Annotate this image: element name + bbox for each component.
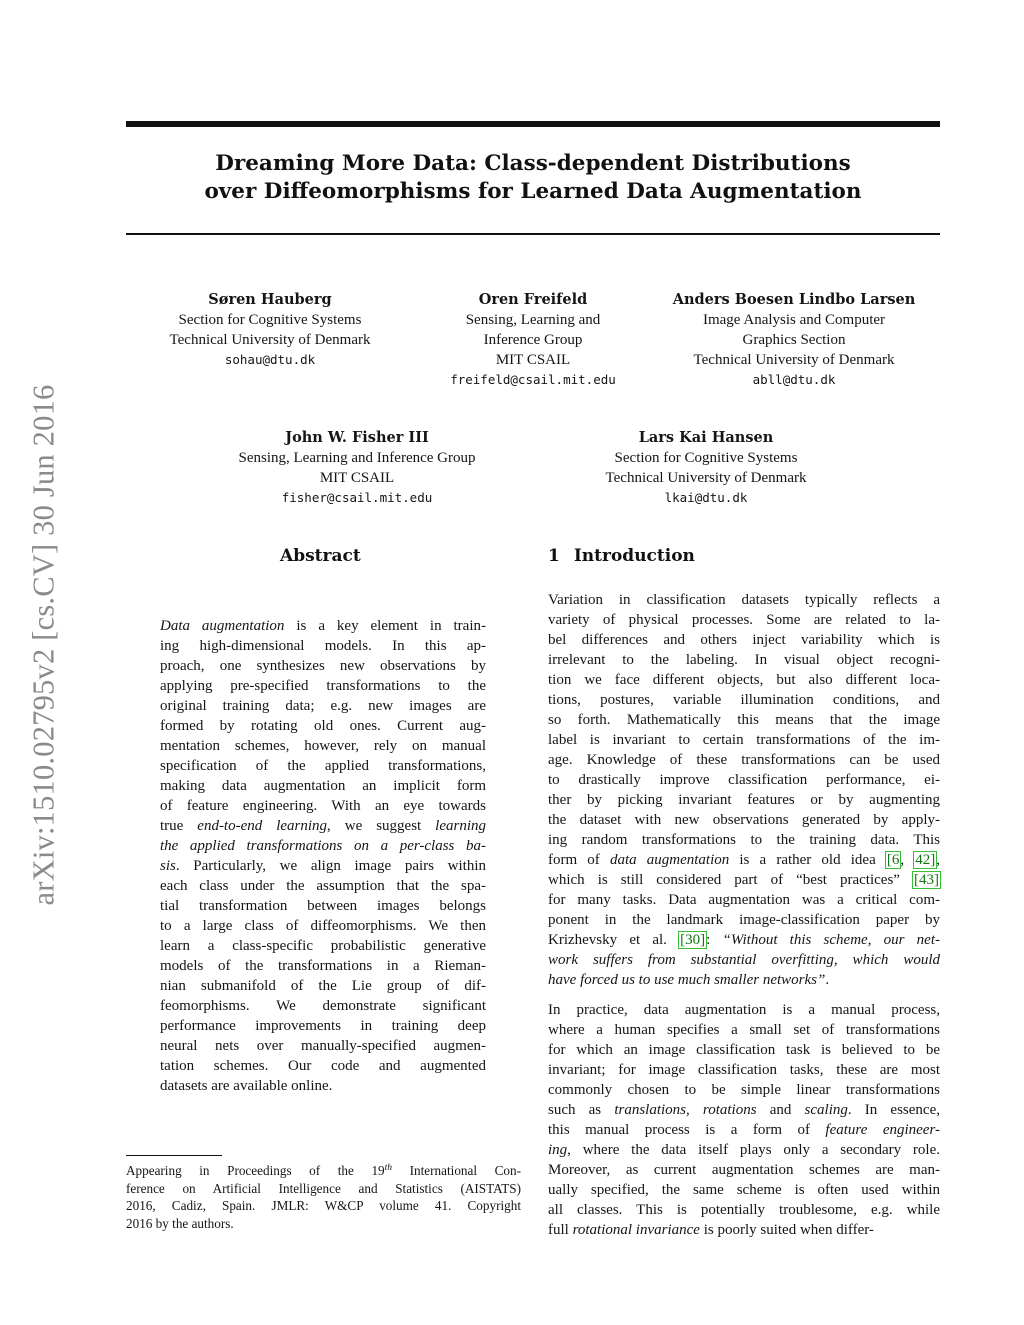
text-run: age. Knowledge of these transformations can be used: [548, 752, 940, 768]
author-affiliation: MIT CSAIL: [319, 470, 395, 486]
text-line: [126, 1197, 521, 1215]
text-run: tation schemes. Our code and augmented: [160, 1058, 486, 1074]
text-run: where a human specifies a small set of transformations: [548, 1022, 940, 1038]
text-line: [548, 830, 940, 850]
emphasis-text: have forced us to use much smaller networks”: [548, 972, 826, 988]
author-affiliation: Section for Cognitive Systems: [178, 312, 362, 328]
text-line: [160, 736, 486, 756]
text-line: [548, 950, 940, 970]
text-run: ference on Artificial Intelligence and Statistics (AISTATS): [126, 1180, 521, 1196]
text-run: each class under the assumption that the spa-: [160, 878, 486, 894]
text-line: [160, 696, 486, 716]
text-run: . Particularly, we align image pairs within: [175, 858, 486, 874]
text-run: 2016, Cadiz, Spain. JMLR: W&CP volume 41. Copyright: [126, 1198, 521, 1213]
emphasis-text: work suffers from substantial overfitting, which would: [548, 952, 940, 968]
abstract-text: [160, 616, 486, 1096]
text-line: [160, 1056, 486, 1076]
text-line: [160, 996, 486, 1016]
text-run: models of the transformations in a Rieman-: [160, 958, 486, 974]
emphasis-text: the applied transformations on a per-class ba-: [160, 838, 486, 854]
text-run: all classes. This is potentially troublesome, e.g. while: [548, 1202, 940, 1218]
text-run: Krizhevsky et al.: [548, 932, 680, 948]
text-line: [548, 1100, 940, 1120]
introduction-paragraph-1: [548, 590, 940, 990]
text-line: [160, 756, 486, 776]
text-line: [160, 876, 486, 896]
text-line: [160, 916, 486, 936]
text-line: [548, 590, 940, 610]
author-affiliation: Technical University of Denmark: [169, 332, 371, 348]
text-run: ing high-dimensional models. In this ap-: [160, 638, 486, 654]
text-run: ,: [686, 1102, 703, 1118]
text-line: [548, 1160, 940, 1180]
text-run: to a large class of diffeomorphisms. We then: [160, 918, 486, 934]
text-run: Appearing in Proceedings of the 19: [126, 1163, 385, 1178]
text-line: [548, 790, 940, 810]
author-affiliation: Graphics Section: [742, 332, 846, 348]
emphasis-text: translations: [614, 1102, 686, 1118]
text-run: label is invariant to certain transformations of the im-: [548, 732, 940, 748]
text-run: and: [756, 1102, 805, 1118]
citation-link[interactable]: 42]: [915, 852, 936, 868]
text-line: [160, 976, 486, 996]
text-line: [548, 1020, 940, 1040]
author-affiliation: MIT CSAIL: [495, 352, 571, 368]
text-line: [548, 650, 940, 670]
author-email[interactable]: sohau@dtu.dk: [224, 352, 316, 367]
text-line: [160, 796, 486, 816]
emphasis-text: sis: [160, 858, 176, 874]
paper-title: [126, 150, 940, 206]
text-run: bel differences and others inject variability which is: [548, 632, 940, 648]
section-title: Introduction: [573, 546, 695, 566]
emphasis-text: Data augmentation: [160, 618, 285, 634]
text-run: for which an image classification task is believed to be: [548, 1042, 940, 1058]
text-run: commonly chosen to be simple linear transformations: [548, 1082, 940, 1098]
text-run: , where the data itself plays only a secondary role.: [567, 1142, 940, 1158]
text-line: [548, 750, 940, 770]
author-email[interactable]: fisher@csail.mit.edu: [281, 490, 433, 505]
text-line: [548, 770, 940, 790]
text-run: :: [706, 932, 723, 948]
text-line: [548, 1080, 940, 1100]
text-line: [548, 1220, 940, 1240]
text-run: datasets are available online.: [160, 1078, 333, 1094]
author-affiliation: Section for Cognitive Systems: [614, 450, 798, 466]
introduction-paragraph-2: [548, 1000, 940, 1240]
author-affiliation: Technical University of Denmark: [693, 352, 895, 368]
text-line: [160, 1036, 486, 1056]
text-line: [548, 1200, 940, 1220]
text-line: [548, 730, 940, 750]
text-run: Moreover, as current augmentation schemes are man-: [548, 1162, 940, 1178]
text-run: irrelevant to the labeling. In visual object recogni-: [548, 652, 940, 668]
text-line: [160, 716, 486, 736]
text-line: [160, 856, 486, 876]
introduction-heading: [548, 545, 695, 567]
text-run: feomorphisms. We demonstrate significant: [160, 998, 486, 1014]
text-line: [126, 1215, 521, 1233]
author-block: [664, 290, 924, 390]
author-email[interactable]: abll@dtu.dk: [752, 372, 836, 387]
emphasis-text: feature engineer-: [825, 1122, 940, 1138]
text-line: [548, 690, 940, 710]
citation-link[interactable]: [6: [886, 852, 900, 868]
author-affiliation: Inference Group: [483, 332, 583, 348]
arxiv-stamp: arXiv:1510.02795v2 [cs.CV] 30 Jun 2016: [26, 384, 61, 906]
text-line: [160, 616, 486, 636]
text-line: [548, 1140, 940, 1160]
text-line: [160, 816, 486, 836]
text-line: [160, 936, 486, 956]
text-run: this manual process is a form of: [548, 1122, 826, 1138]
author-affiliation: Image Analysis and Computer: [702, 312, 886, 328]
text-run: applying pre-specified transformations to the: [160, 678, 486, 694]
text-run: for many tasks. Data augmentation was a critical com-: [548, 892, 940, 908]
text-line: [548, 850, 940, 870]
text-run: , we suggest: [327, 818, 436, 834]
citation-link[interactable]: [43]: [914, 872, 939, 888]
author-block: [570, 428, 842, 508]
text-run: is poorly suited when differ-: [699, 1222, 874, 1238]
text-run: proach, one synthesizes new observations by: [160, 658, 486, 674]
text-run: variety of physical processes. Some are related to la-: [548, 612, 940, 628]
superscript: th: [384, 1163, 393, 1173]
author-block: [423, 290, 643, 390]
author-affiliation: Sensing, Learning and: [465, 312, 601, 328]
text-line: [548, 610, 940, 630]
text-line: [160, 836, 486, 856]
text-run: mentation schemes, however, rely on manual: [160, 738, 486, 754]
text-line: [126, 1180, 521, 1198]
author-name: Anders Boesen Lindbo Larsen: [672, 291, 916, 308]
emphasis-text: data augmentation: [609, 852, 730, 868]
author-affiliation: Technical University of Denmark: [605, 470, 807, 486]
emphasis-text: scaling: [804, 1102, 848, 1118]
citation-link[interactable]: [30]: [680, 932, 706, 948]
text-run: ually specified, the same scheme is often used within: [548, 1182, 940, 1198]
author-email[interactable]: lkai@dtu.dk: [664, 490, 748, 505]
emphasis-text: ing: [548, 1142, 568, 1158]
text-run: is a rather old idea: [729, 852, 886, 868]
text-run: ther by picking invariant features or by augmenting: [548, 792, 940, 808]
author-block: [200, 428, 514, 508]
author-name: Søren Hauberg: [208, 291, 332, 308]
text-run: is a key element in train-: [284, 618, 486, 634]
text-run: form of: [548, 852, 610, 868]
text-line: [548, 890, 940, 910]
text-run: In practice, data augmentation is a manual process,: [548, 1002, 940, 1018]
emphasis-text: learning: [435, 818, 486, 834]
text-run: ,: [900, 852, 915, 868]
text-line: [160, 1076, 486, 1096]
text-line: [548, 1120, 940, 1140]
text-run: ,: [936, 852, 941, 868]
text-line: [160, 676, 486, 696]
text-line: [160, 656, 486, 676]
text-run: learn a class-specific probabilistic generative: [160, 938, 486, 954]
text-line: [160, 636, 486, 656]
text-line: [548, 810, 940, 830]
emphasis-text: end-to-end learning: [197, 818, 328, 834]
text-line: [548, 630, 940, 650]
text-run: neural nets over manually-specified augmen-: [160, 1038, 486, 1054]
text-run: 2016 by the authors.: [126, 1215, 234, 1231]
footnote: [126, 1162, 521, 1232]
text-run: such as: [548, 1102, 615, 1118]
text-line: [548, 970, 940, 990]
text-run: performance improvements in training deep: [160, 1018, 486, 1034]
author-name: Lars Kai Hansen: [638, 429, 774, 446]
footnote-rule: [126, 1155, 222, 1156]
text-run: the dataset with new observations generated by apply-: [548, 812, 940, 828]
text-run: specification of the applied transformations,: [160, 758, 486, 774]
author-affiliation: Sensing, Learning and Inference Group: [238, 450, 476, 466]
text-line: [548, 1000, 940, 1020]
author-block: [150, 290, 390, 370]
text-run: formed by rotating old ones. Current aug-: [160, 718, 486, 734]
title-line-2: over Diffeomorphisms for Learned Data Augmentation: [204, 179, 862, 204]
text-line: [548, 1040, 940, 1060]
text-run: . In essence,: [847, 1102, 940, 1118]
emphasis-text: rotations: [702, 1102, 757, 1118]
abstract-heading: Abstract: [280, 546, 361, 566]
author-email[interactable]: freifeld@csail.mit.edu: [450, 372, 616, 387]
text-run: tions, postures, variable illumination conditions, and: [548, 692, 940, 708]
title-rule-bottom: [126, 233, 940, 235]
section-number: 1: [548, 546, 560, 566]
text-line: [548, 710, 940, 730]
text-run: of feature engineering. With an eye towards: [160, 798, 486, 814]
text-line: [548, 930, 940, 950]
text-run: tial transformation between images belongs: [160, 898, 486, 914]
text-line: [548, 1060, 940, 1080]
text-run: full: [548, 1222, 573, 1238]
text-run: .: [825, 972, 830, 988]
emphasis-text: rotational invariance: [572, 1222, 700, 1238]
text-run: so forth. Mathematically this means that the image: [548, 712, 940, 728]
text-run: ponent in the landmark image-classification paper by: [548, 912, 940, 928]
text-run: Variation in classification datasets typically reflects a: [548, 592, 940, 608]
author-name: Oren Freifeld: [478, 291, 588, 308]
text-line: [160, 896, 486, 916]
text-line: [160, 1016, 486, 1036]
text-line: [126, 1162, 521, 1180]
text-run: nian submanifold of the Lie group of dif-: [160, 978, 486, 994]
author-name: John W. Fisher III: [285, 429, 429, 446]
text-run: International Con-: [392, 1163, 521, 1178]
text-run: making data augmentation an implicit form: [160, 778, 486, 794]
text-run: original training data; e.g. new images are: [160, 698, 486, 714]
text-line: [548, 910, 940, 930]
text-line: [160, 956, 486, 976]
text-run: tion we face different objects, but also different loca-: [548, 672, 940, 688]
title-line-1: Dreaming More Data: Class-dependent Distributions: [215, 151, 851, 176]
text-line: [160, 776, 486, 796]
text-run: which is still considered part of “best practices”: [548, 872, 913, 888]
text-run: true: [160, 818, 198, 834]
text-run: to drastically improve classification performance, ei-: [548, 772, 940, 788]
text-run: ing random transformations to the training data. This: [548, 832, 940, 848]
title-rule-top: [126, 121, 940, 127]
text-run: invariant; for image classification tasks, these are most: [548, 1062, 940, 1078]
emphasis-text: “Without this scheme, our net-: [722, 932, 940, 948]
text-line: [548, 870, 940, 890]
text-line: [548, 1180, 940, 1200]
text-line: [548, 670, 940, 690]
